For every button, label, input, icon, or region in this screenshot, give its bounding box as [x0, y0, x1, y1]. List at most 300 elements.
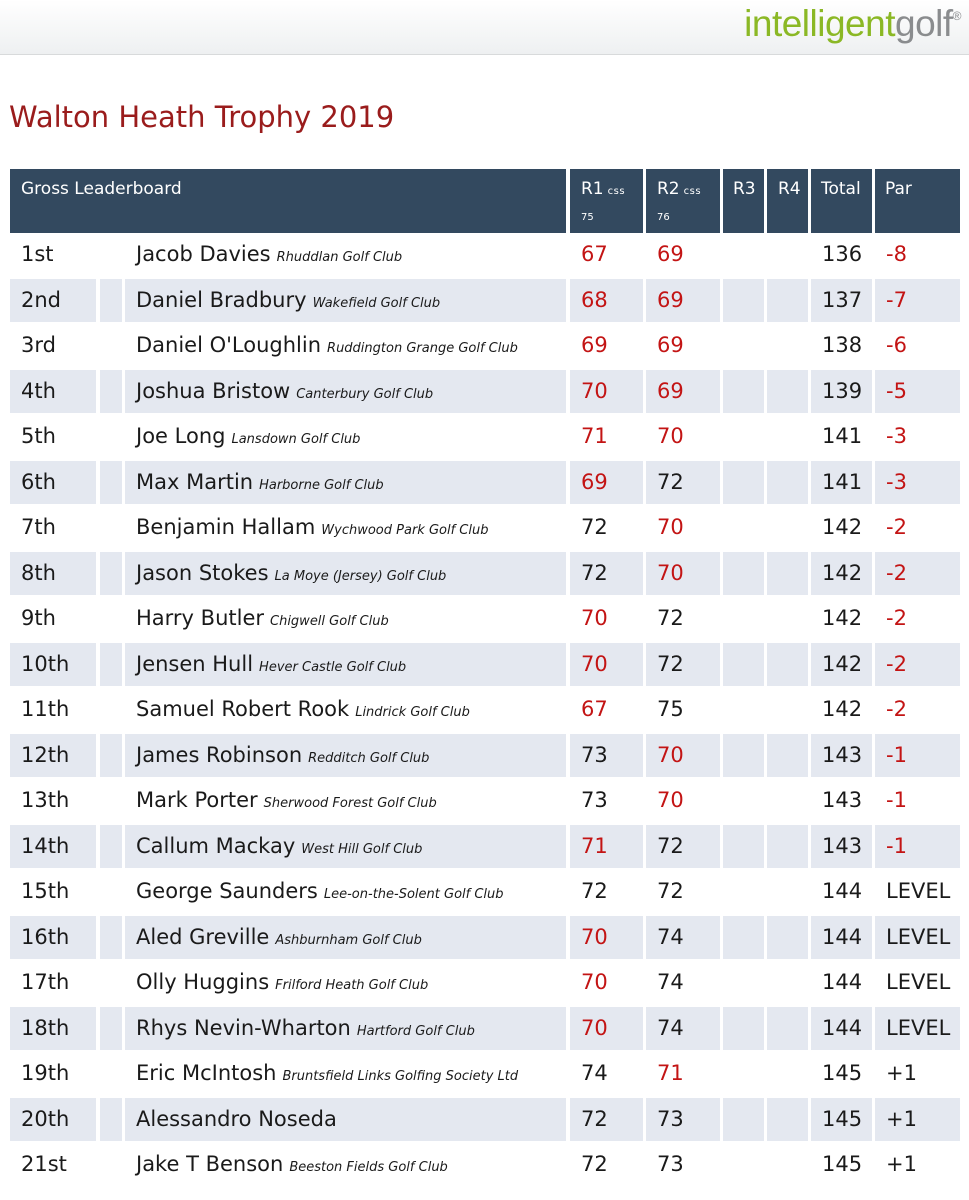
par-score: -2 [886, 515, 907, 539]
par-cell [875, 779, 960, 822]
total-score: 145 [822, 1152, 863, 1176]
player-cell [125, 1143, 566, 1186]
player-club: Lansdown Golf Club [231, 432, 361, 447]
player-club: Lindrick Golf Club [355, 705, 470, 720]
table-row[interactable] [10, 324, 960, 370]
r1-score: 70 [581, 1015, 608, 1040]
r2-cell [646, 643, 720, 686]
player-name[interactable]: Aled Greville [136, 924, 270, 949]
r1-score: 73 [581, 742, 608, 767]
r4-cell [767, 233, 808, 276]
table-row[interactable] [10, 597, 960, 643]
total-cell [811, 825, 872, 868]
total-score: 141 [822, 469, 863, 494]
player-club: Beeston Fields Golf Club [289, 1160, 448, 1175]
player-club: Redditch Golf Club [308, 750, 430, 766]
table-row[interactable] [10, 961, 960, 1007]
player-cell [125, 1052, 566, 1095]
table-row[interactable] [10, 779, 960, 825]
player-club: Canterbury Golf Club [296, 386, 434, 402]
r2-cell [646, 552, 720, 595]
total-cell [811, 233, 872, 276]
par-score: -1 [886, 742, 907, 767]
r4-cell [767, 370, 808, 413]
r1-score: 70 [581, 651, 608, 676]
player-club: Frilford Heath Golf Club [275, 978, 429, 993]
spacer-cell [100, 415, 122, 458]
position: 6th [21, 469, 56, 494]
r1-cell [570, 506, 643, 549]
spacer-cell [100, 734, 122, 777]
par-score: -8 [886, 242, 907, 266]
total-cell [811, 506, 872, 549]
total-score: 142 [822, 697, 863, 721]
pos-cell [10, 1143, 96, 1186]
player-club: Hever Castle Golf Club [259, 659, 407, 675]
r1-score: 70 [581, 378, 608, 403]
player-name[interactable]: Samuel Robert Rook [136, 697, 350, 721]
par-score: -3 [886, 469, 907, 494]
r2-cell [646, 779, 720, 822]
r3-cell [723, 461, 764, 504]
r3-cell [723, 415, 764, 458]
par-cell [875, 1007, 960, 1050]
r2-cell [646, 688, 720, 731]
total-score: 143 [822, 788, 863, 812]
r1-cell [570, 1052, 643, 1095]
total-score: 139 [822, 378, 863, 403]
total-cell [811, 461, 872, 504]
player-name[interactable]: Harry Butler [136, 606, 264, 630]
r4-cell [767, 779, 808, 822]
table-row[interactable] [10, 279, 960, 325]
par-cell [875, 279, 960, 322]
table-row[interactable] [10, 1007, 960, 1053]
player-name[interactable]: Mark Porter [136, 788, 258, 812]
player-cell [125, 734, 566, 777]
player-name[interactable]: Joe Long [136, 424, 226, 448]
spacer-cell [100, 1143, 122, 1186]
total-score: 144 [822, 1015, 863, 1040]
player-cell [125, 279, 566, 322]
r3-cell [723, 597, 764, 640]
total-score: 145 [822, 1061, 863, 1085]
total-cell [811, 688, 872, 731]
table-row[interactable] [10, 688, 960, 734]
player-club: Wakefield Golf Club [312, 295, 441, 311]
r1-cell [570, 233, 643, 276]
spacer-cell [100, 370, 122, 413]
player-name[interactable]: Jensen Hull [136, 651, 254, 676]
table-row[interactable] [10, 415, 960, 461]
total-score: 142 [822, 606, 863, 630]
player-name[interactable]: Daniel O'Loughlin [136, 333, 322, 357]
header-r2[interactable]: R2 css 76 [646, 169, 720, 233]
spacer-cell [100, 324, 122, 367]
r1-score: 74 [581, 1061, 608, 1085]
par-score: +1 [886, 1152, 917, 1176]
table-row[interactable] [10, 1098, 960, 1144]
spacer-cell [100, 825, 122, 868]
position: 8th [21, 560, 56, 585]
par-cell [875, 916, 960, 959]
header-par[interactable]: Par [875, 169, 960, 233]
par-cell [875, 370, 960, 413]
player-cell [125, 916, 566, 959]
par-score: -6 [886, 333, 907, 357]
r2-score: 74 [657, 924, 684, 949]
spacer-cell [100, 1098, 122, 1141]
par-score: LEVEL [886, 879, 951, 903]
r3-cell [723, 370, 764, 413]
position: 16th [21, 924, 70, 949]
r2-cell [646, 506, 720, 549]
total-cell [811, 324, 872, 367]
r1-score: 67 [581, 697, 608, 721]
par-score: -1 [886, 788, 907, 812]
player-name[interactable]: Jacob Davies [136, 242, 271, 266]
total-score: 144 [822, 879, 863, 903]
r1-score: 72 [581, 879, 608, 903]
par-cell [875, 643, 960, 686]
table-row[interactable] [10, 916, 960, 962]
r2-score: 75 [657, 697, 684, 721]
r4-cell [767, 597, 808, 640]
total-cell [811, 597, 872, 640]
pos-cell [10, 1007, 96, 1050]
position: 21st [21, 1152, 67, 1176]
par-score: LEVEL [886, 924, 951, 949]
r2-score: 69 [657, 242, 684, 266]
position: 1st [21, 242, 54, 266]
r4-cell [767, 688, 808, 731]
r4-cell [767, 734, 808, 777]
r2-score: 69 [657, 333, 684, 357]
player-name[interactable]: Max Martin [136, 469, 254, 494]
position: 7th [21, 515, 56, 539]
r1-cell [570, 461, 643, 504]
par-cell [875, 1098, 960, 1141]
r3-cell [723, 825, 764, 868]
total-score: 143 [822, 833, 863, 858]
leaderboard-rows [10, 233, 960, 1189]
player-club: La Moye (Jersey) Golf Club [274, 568, 447, 584]
player-name[interactable]: Rhys Nevin-Wharton [136, 1015, 351, 1040]
r2-score: 69 [657, 378, 684, 403]
r1-css-value: 75 [581, 212, 594, 223]
player-name[interactable]: Jake T Benson [136, 1152, 284, 1176]
pos-cell [10, 324, 96, 367]
r3-cell [723, 643, 764, 686]
total-score: 141 [822, 424, 863, 448]
r4-cell [767, 279, 808, 322]
header-r1[interactable]: R1 css 75 [570, 169, 643, 233]
r3-cell [723, 324, 764, 367]
r1-score: 72 [581, 515, 608, 539]
r1-cell [570, 688, 643, 731]
r3-cell [723, 779, 764, 822]
player-cell [125, 688, 566, 731]
player-club: Hartford Golf Club [356, 1023, 475, 1039]
r3-cell [723, 552, 764, 595]
r3-cell [723, 1052, 764, 1095]
r2-score: 70 [657, 424, 684, 448]
r3-cell [723, 279, 764, 322]
r3-cell [723, 1098, 764, 1141]
r2-cell [646, 1098, 720, 1141]
total-cell [811, 643, 872, 686]
spacer-cell [100, 461, 122, 504]
r2-cell [646, 370, 720, 413]
player-cell [125, 506, 566, 549]
r2-cell [646, 825, 720, 868]
player-name[interactable]: Jason Stokes [136, 560, 269, 585]
top-bar [0, 0, 969, 55]
r2-cell [646, 1143, 720, 1186]
table-row[interactable] [10, 552, 960, 598]
pos-cell [10, 779, 96, 822]
r1-cell [570, 870, 643, 913]
position: 11th [21, 697, 70, 721]
pos-cell [10, 461, 96, 504]
r1-score: 70 [581, 924, 608, 949]
r1-cell [570, 961, 643, 1004]
r1-score: 72 [581, 1106, 608, 1131]
pos-cell [10, 825, 96, 868]
player-name[interactable]: James Robinson [136, 742, 303, 767]
player-cell [125, 597, 566, 640]
r1-cell [570, 552, 643, 595]
r1-score: 73 [581, 788, 608, 812]
r1-cell [570, 1007, 643, 1050]
r1-cell [570, 415, 643, 458]
player-club: Ruddington Grange Golf Club [327, 341, 518, 356]
table-row[interactable] [10, 643, 960, 689]
r2-score: 72 [657, 651, 684, 676]
total-score: 142 [822, 515, 863, 539]
par-score: +1 [886, 1061, 917, 1085]
r2-cell [646, 870, 720, 913]
r3-cell [723, 1143, 764, 1186]
header-r3[interactable]: R3 [723, 169, 764, 233]
total-score: 138 [822, 333, 863, 357]
total-cell [811, 734, 872, 777]
par-score: -3 [886, 424, 907, 448]
player-club: West Hill Golf Club [301, 841, 423, 857]
player-cell [125, 1007, 566, 1050]
spacer-cell [100, 597, 122, 640]
pos-cell [10, 734, 96, 777]
r1-cell [570, 370, 643, 413]
position: 17th [21, 970, 70, 994]
table-row[interactable] [10, 1143, 960, 1189]
r2-score: 73 [657, 1152, 684, 1176]
player-name[interactable]: Eric McIntosh [136, 1061, 277, 1085]
total-cell [811, 279, 872, 322]
spacer-cell [100, 779, 122, 822]
table-row[interactable] [10, 825, 960, 871]
r1-cell [570, 1143, 643, 1186]
table-row[interactable] [10, 461, 960, 507]
r1-cell [570, 779, 643, 822]
player-name[interactable]: Joshua Bristow [136, 378, 291, 403]
r1-cell [570, 597, 643, 640]
position: 5th [21, 424, 56, 448]
par-cell [875, 1143, 960, 1186]
player-cell [125, 324, 566, 367]
r3-cell [723, 916, 764, 959]
r2-score: 72 [657, 879, 684, 903]
r2-cell [646, 597, 720, 640]
spacer-cell [100, 916, 122, 959]
total-score: 143 [822, 742, 863, 767]
r2-cell [646, 279, 720, 322]
player-cell [125, 552, 566, 595]
r2-score: 72 [657, 606, 684, 630]
r2-cell [646, 461, 720, 504]
r4-cell [767, 415, 808, 458]
r2-score: 69 [657, 287, 684, 312]
pos-cell [10, 1098, 96, 1141]
player-cell [125, 370, 566, 413]
header-title-cell [10, 169, 566, 233]
pos-cell [10, 552, 96, 595]
par-score: -5 [886, 378, 907, 403]
r1-score: 71 [581, 833, 608, 858]
table-row[interactable] [10, 1052, 960, 1098]
par-cell [875, 688, 960, 731]
r2-score: 71 [657, 1061, 684, 1085]
intelligentgolf-logo[interactable]: intelligentgolf® [744, 3, 961, 44]
total-score: 142 [822, 651, 863, 676]
pos-cell [10, 506, 96, 549]
spacer-cell [100, 1052, 122, 1095]
spacer-cell [100, 870, 122, 913]
r1-score: 68 [581, 287, 608, 312]
player-club: Lee-on-the-Solent Golf Club [323, 887, 504, 902]
total-cell [811, 870, 872, 913]
position: 10th [21, 651, 70, 676]
r1-score: 70 [581, 970, 608, 994]
total-score: 136 [822, 242, 863, 266]
total-score: 145 [822, 1106, 863, 1131]
par-cell [875, 552, 960, 595]
pos-cell [10, 870, 96, 913]
r3-cell [723, 233, 764, 276]
r2-cell [646, 916, 720, 959]
pos-cell [10, 688, 96, 731]
par-score: -2 [886, 606, 907, 630]
par-cell [875, 825, 960, 868]
pos-cell [10, 916, 96, 959]
total-cell [811, 1007, 872, 1050]
table-row[interactable] [10, 370, 960, 416]
header-r4[interactable]: R4 [767, 169, 808, 233]
r1-score: 69 [581, 333, 608, 357]
r2-cell [646, 415, 720, 458]
r2-score: 70 [657, 742, 684, 767]
r3-cell [723, 870, 764, 913]
r4-cell [767, 506, 808, 549]
r3-cell [723, 688, 764, 731]
par-cell [875, 1052, 960, 1095]
total-cell [811, 1098, 872, 1141]
player-name[interactable]: Callum Mackay [136, 833, 296, 858]
r4-cell [767, 1143, 808, 1186]
par-score: +1 [886, 1106, 917, 1131]
r1-score: 70 [581, 606, 608, 630]
r2-css-value: 76 [657, 212, 670, 223]
r2-cell [646, 324, 720, 367]
player-club: Sherwood Forest Golf Club [263, 796, 437, 811]
r3-cell [723, 1007, 764, 1050]
par-score: -7 [886, 287, 907, 312]
r4-cell [767, 552, 808, 595]
spacer-cell [100, 233, 122, 276]
player-cell [125, 825, 566, 868]
par-score: -2 [886, 560, 907, 585]
r1-cell [570, 643, 643, 686]
leaderboard-table [10, 169, 960, 1189]
table-row[interactable] [10, 870, 960, 916]
position: 9th [21, 606, 56, 630]
total-cell [811, 1052, 872, 1095]
spacer-cell [100, 643, 122, 686]
par-cell [875, 597, 960, 640]
par-score: -1 [886, 833, 907, 858]
player-cell [125, 415, 566, 458]
total-score: 144 [822, 924, 863, 949]
spacer-cell [100, 279, 122, 322]
par-score: -2 [886, 651, 907, 676]
r1-score: 72 [581, 1152, 608, 1176]
player-cell [125, 461, 566, 504]
player-cell [125, 779, 566, 822]
player-cell [125, 233, 566, 276]
spacer-cell [100, 1007, 122, 1050]
r2-score: 72 [657, 833, 684, 858]
r3-cell [723, 961, 764, 1004]
player-name[interactable]: Olly Huggins [136, 970, 270, 994]
r1-score: 71 [581, 424, 608, 448]
player-name[interactable]: Alessandro Noseda [136, 1106, 337, 1131]
r4-cell [767, 461, 808, 504]
header-total[interactable]: Total [811, 169, 872, 233]
player-name[interactable]: Daniel Bradbury [136, 287, 307, 312]
position: 18th [21, 1015, 70, 1040]
position: 19th [21, 1061, 70, 1085]
position: 2nd [21, 287, 62, 312]
par-cell [875, 870, 960, 913]
r2-cell [646, 233, 720, 276]
player-cell [125, 1098, 566, 1141]
table-row[interactable] [10, 734, 960, 780]
table-row[interactable] [10, 506, 960, 552]
player-name[interactable]: Benjamin Hallam [136, 515, 316, 539]
r1-cell [570, 324, 643, 367]
total-cell [811, 916, 872, 959]
table-row[interactable] [10, 233, 960, 279]
par-cell [875, 461, 960, 504]
player-cell [125, 643, 566, 686]
spacer-cell [100, 552, 122, 595]
r2-cell [646, 961, 720, 1004]
player-club: Ashburnham Golf Club [275, 932, 422, 948]
r4-cell [767, 1098, 808, 1141]
player-name[interactable]: George Saunders [136, 879, 318, 903]
player-club: Harborne Golf Club [259, 477, 384, 493]
pos-cell [10, 597, 96, 640]
